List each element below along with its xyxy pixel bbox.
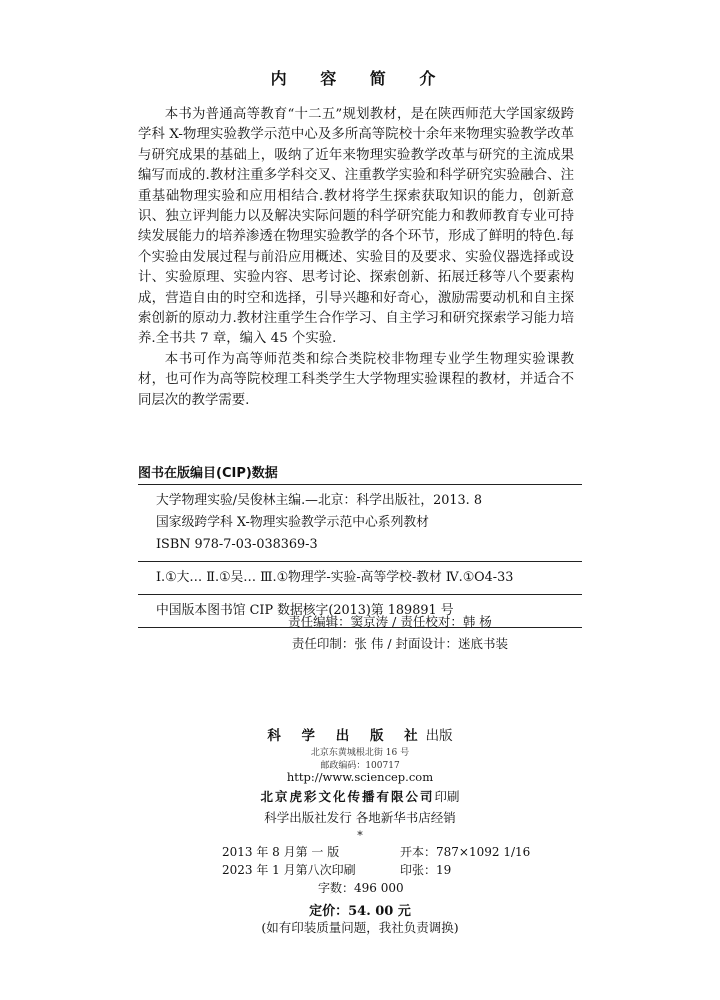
publisher-suffix: 出版: [425, 728, 453, 744]
cip-data-box: [138, 484, 582, 628]
cip-title-author-line: 大学物理实验/吴俊林主编.—北京：科学出版社，2013. 8: [156, 493, 482, 508]
publisher-name: 科 学 出 版 社: [267, 728, 426, 744]
printing-info: 2023 年 1 月第八次印刷: [222, 863, 356, 877]
cip-record: [138, 485, 582, 561]
printer-line: [0, 787, 720, 805]
printer-suffix: 印刷: [434, 789, 460, 804]
cip-isbn-line: ISBN 978-7-03-038369-3: [156, 537, 318, 552]
publisher-postcode: 邮政编码：100717: [320, 761, 400, 771]
summary-heading: 内 容 简 介: [270, 69, 450, 88]
wordcount-info: 字数：496 000: [318, 881, 404, 895]
publisher-line: [0, 724, 720, 744]
publisher-url: http://www.sciencep.com: [286, 770, 434, 784]
staff-editors: 责任编辑：窦京涛 / 责任校对：韩 杨: [288, 614, 492, 629]
summary-paragraph-1: 本书为普通高等教育“十二五”规划教材，是在陕西师范大学国家级跨学科 X-物理实验教学示范中心及多所高等院校十余年来物理实验教学改革与研究成果的基础上，吸纳了近年来物理实验教学改革与研究的主流成果编写而成的.教材注重多学科交叉、注重教学实验和科学研究实验融合、注重基础物理实验和应用相结合.教材将学生探索获取知识的能力，创新意识、独立评判能力以及解决实际问题的科学研究能力和教师教育专业可持续发展能力的培养渗透在物理实验教学的各个环节，形成了鲜明的特色.每个实验由发展过程与前沿应用概述、实验目的及要求、实验仪器选择或设计、实验原理、实验内容、思考讨论、探索创新、拓展迁移等八个要素构成，营造自由的时空和选择，引导兴趣和好奇心，激励需要动机和自主探索创新的原动力.教材注重学生合作学习、自主学习和研究探索学习能力培养.全书共 7 章，编入 45 个实验.: [138, 107, 574, 347]
printer-name: 北京虎彩文化传播有限公司: [260, 789, 435, 804]
cip-title: 图书在版编目(CIP)数据: [138, 466, 278, 481]
cip-subject-line: Ⅰ.①大… Ⅱ.①吴… Ⅲ.①物理学-实验-高等学校-教材 Ⅳ.①O4-33: [156, 570, 514, 585]
edition-info: 2013 年 8 月第 一 版: [222, 845, 340, 859]
publisher-address: 北京东黄城根北街 16 号: [310, 748, 410, 758]
cip-catalog-number: 中国版本图书馆 CIP 数据核字(2013)第 189891 号: [156, 603, 454, 618]
quality-notice: (如有印装质量问题，我社负责调换): [261, 920, 459, 935]
cip-series-line: 国家级跨学科 X-物理实验教学示范中心系列教材: [156, 515, 429, 530]
price-line: 定价：54. 00 元: [309, 904, 411, 919]
star-divider: *: [357, 829, 363, 842]
distribution-line: 科学出版社发行 各地新华书店经销: [264, 810, 456, 825]
sheets-info: 印张：19: [400, 863, 452, 877]
cip-classification: [138, 562, 582, 594]
summary-paragraph-2: 本书可作为高等师范类和综合类院校非物理专业学生物理实验课教材，也可作为高等院校理工科类学生大学物理实验课程的教材，并适合不同层次的教学需要.: [138, 351, 574, 408]
staff-production: 责任印制：张 伟 / 封面设计：迷底书装: [291, 636, 509, 651]
summary-text: [138, 105, 574, 411]
format-info: 开本：787×1092 1/16: [400, 845, 531, 859]
